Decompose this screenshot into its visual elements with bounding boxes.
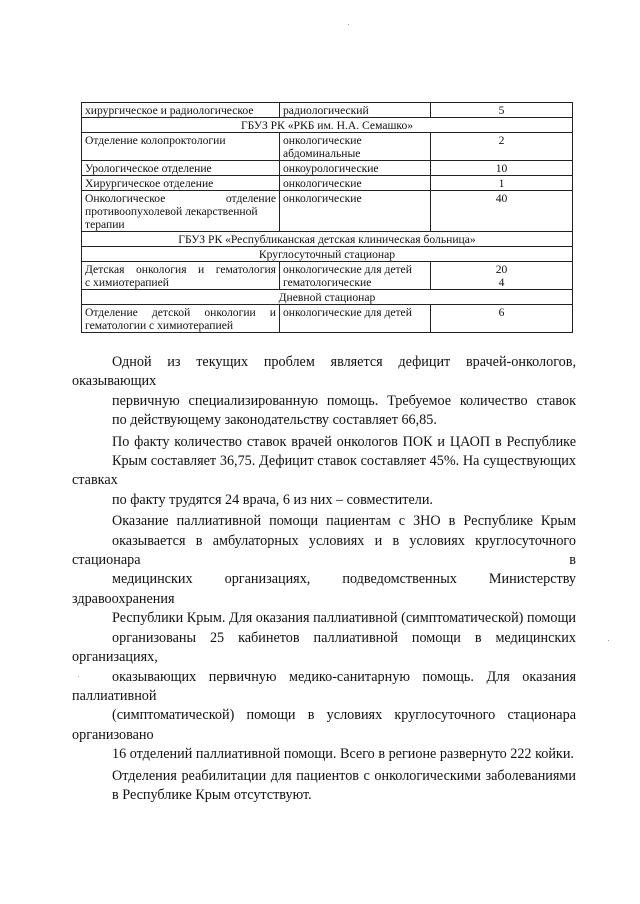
- text-line: Республики Крым. Для оказания паллиативной (симптоматической) помощи: [112, 610, 576, 627]
- table-row: [82, 191, 573, 232]
- table-subheader: Круглосуточный стационар: [82, 247, 573, 262]
- table-row: [82, 176, 573, 191]
- beds-line: 4: [498, 276, 505, 289]
- beds-line: 20: [495, 263, 508, 276]
- table-cell-dept: Урологическое отделение: [82, 161, 280, 176]
- table-cell-profile: [280, 262, 431, 290]
- text-line: организованы 25 кабинетов паллиативной помощи в медицинских организациях,: [72, 629, 576, 666]
- paragraph: [72, 433, 576, 511]
- table-cell-beds: 6: [431, 305, 573, 333]
- table-cell-beds: 1: [431, 176, 573, 191]
- table-row: [82, 161, 573, 176]
- paragraph: [72, 353, 576, 431]
- table-row: [82, 103, 573, 118]
- table-cell-dept: Хирургическое отделение: [82, 176, 280, 191]
- text-line: (симптоматической) помощи в условиях круглосуточного стационара организовано: [72, 707, 576, 743]
- text-line: оказывается в амбулаторных условиях и в условиях круглосуточного стационара в: [72, 532, 576, 569]
- table-cell-profile: онкологические: [280, 176, 431, 191]
- text-line: оказывающих первичную медико-санитарную помощь. Для оказания паллиативной: [72, 668, 576, 704]
- text-line: в Республике Крым отсутствуют.: [112, 786, 312, 803]
- table-cell-beds: 10: [431, 161, 573, 176]
- text-line: Крым составляет 36,75. Дефицит ставок составляет 45%. На существующих ставках: [72, 453, 576, 489]
- dept-line: противоопухолевой лекарственной терапии: [85, 205, 258, 231]
- table-cell-beds: 2: [431, 133, 573, 161]
- text-line: первичную специализированную помощь. Требуемое количество ставок: [112, 392, 576, 409]
- text-line: по факту трудятся 24 врача, 6 из них – совместители.: [112, 491, 433, 508]
- table-row: [82, 305, 573, 333]
- table-cell-profile: онкологические: [280, 191, 431, 232]
- scan-speck: [348, 24, 349, 25]
- dept-line: с химиотерапией: [85, 276, 169, 289]
- scan-speck: [78, 676, 79, 677]
- table-cell-dept: [82, 262, 280, 290]
- profile-line: гематологические: [283, 276, 372, 289]
- text-line: По факту количество ставок врачей онкологов ПОК и ЦАОП в Республике: [112, 433, 576, 450]
- table-cell-beds: [431, 262, 573, 290]
- dept-line: Отделение детской онкологии и: [85, 306, 276, 319]
- table-cell-dept: хирургическое и радиологическое: [82, 103, 280, 118]
- table-row: [82, 133, 573, 161]
- table-header-row: [82, 118, 573, 133]
- table-cell-profile: онкоурологические: [280, 161, 431, 176]
- text-line: Оказание паллиативной помощи пациентам с ЗНО в Республике Крым: [112, 513, 576, 530]
- paragraph: [72, 512, 576, 764]
- dept-line: гематологии с химиотерапией: [85, 319, 234, 332]
- table-cell-beds: 40: [431, 191, 573, 232]
- table-cell-dept: [82, 305, 280, 333]
- text-line: медицинских организациях, подведомственных Министерству здравоохранения: [72, 571, 576, 607]
- table-section-header: ГБУЗ РК «Республиканская детская клиническая больница»: [82, 232, 573, 247]
- dept-line: Детская онкология и гематология: [85, 263, 276, 276]
- table-cell-profile: онкологические для детей: [280, 305, 431, 333]
- table-cell-profile: радиологический: [280, 103, 431, 118]
- text-line: 16 отделений паллиативной помощи. Всего в регионе развернуто 222 койки.: [112, 746, 574, 763]
- text-line: Одной из текущих проблем является дефицит врачей-онкологов, оказывающих: [72, 354, 576, 390]
- table-section-header: ГБУЗ РК «РКБ им. Н.А. Семашко»: [82, 118, 573, 133]
- paragraph: [72, 767, 576, 806]
- table-header-row: [82, 232, 573, 247]
- beds-table: [81, 102, 573, 333]
- text-line: Отделения реабилитации для пациентов с онкологическими заболеваниями: [112, 767, 576, 784]
- table-cell-profile: онкологические абдоминальные: [280, 133, 431, 161]
- dept-line: Онкологическое отделение: [85, 192, 276, 205]
- body-text: [72, 353, 576, 807]
- table-subheader-row: [82, 247, 573, 262]
- table-subheader-row: [82, 290, 573, 305]
- table-cell-beds: 5: [431, 103, 573, 118]
- table-row: [82, 262, 573, 290]
- profile-line: онкологические для детей: [283, 263, 412, 276]
- table-subheader: Дневной стационар: [82, 290, 573, 305]
- table-cell-dept: [82, 191, 280, 232]
- scan-speck: [608, 640, 609, 641]
- table-cell-dept: Отделение колопроктологии: [82, 133, 280, 161]
- text-line: по действующему законодательству составляет 66,85.: [112, 412, 437, 429]
